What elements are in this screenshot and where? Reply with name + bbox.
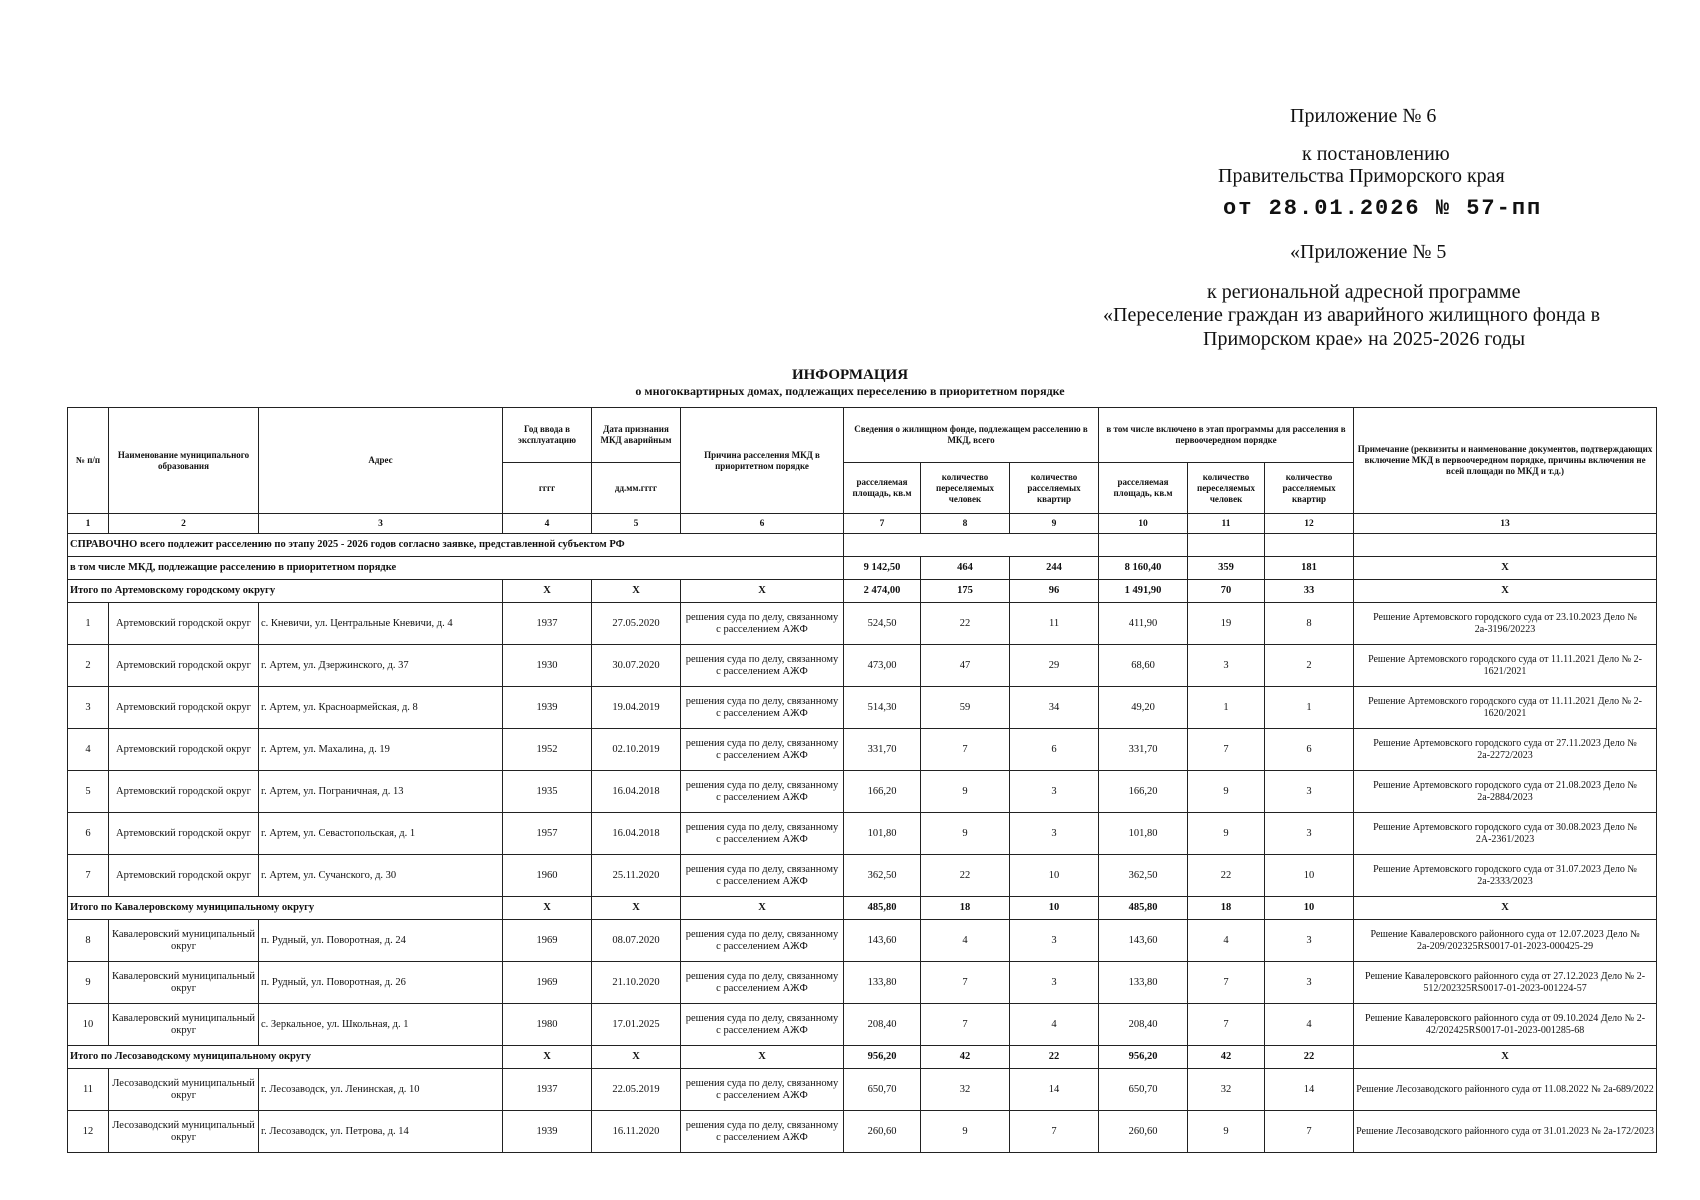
group-total-area: 2 474,00	[844, 580, 921, 603]
row-municipality: Артемовский городской округ	[109, 645, 259, 687]
col-number: 7	[844, 514, 921, 534]
row-reason: решения суда по делу, связанному с расселением АЖФ	[681, 687, 844, 729]
col-number: 12	[1265, 514, 1354, 534]
row-note: Решение Артемовского городского суда от 30.08.2023 Дело № 2А-2361/2023	[1354, 813, 1657, 855]
header-year: Год ввода в эксплуатацию	[503, 408, 592, 463]
title-main: ИНФОРМАЦИЯ	[791, 367, 909, 383]
header-area-stage: расселяемая площадь, кв.м	[1099, 463, 1188, 514]
row-reason: решения суда по делу, связанному с расселением АЖФ	[681, 771, 844, 813]
col-number: 6	[681, 514, 844, 534]
row-reason: решения суда по делу, связанному с расселением АЖФ	[681, 920, 844, 962]
row-people-stage: 9	[1188, 813, 1265, 855]
row-year: 1980	[503, 1004, 592, 1046]
row-reason: решения суда по делу, связанному с расселением АЖФ	[681, 1111, 844, 1153]
row-area-stage: 650,70	[1099, 1069, 1188, 1111]
row-people: 9	[921, 813, 1010, 855]
row-date: 17.01.2025	[592, 1004, 681, 1046]
table-row	[68, 687, 1657, 729]
group-total-date: X	[592, 1046, 681, 1069]
row-year: 1960	[503, 855, 592, 897]
row-flats: 29	[1010, 645, 1099, 687]
row-flats-stage: 10	[1265, 855, 1354, 897]
priority-area-stage: 8 160,40	[1099, 557, 1188, 580]
group-total-date: X	[592, 580, 681, 603]
row-flats-stage: 3	[1265, 920, 1354, 962]
row-flats-stage: 1	[1265, 687, 1354, 729]
row-address: г. Артем, ул. Махалина, д. 19	[259, 729, 503, 771]
row-municipality: Кавалеровский муниципальный округ	[109, 962, 259, 1004]
row-people-stage: 22	[1188, 855, 1265, 897]
row-year: 1930	[503, 645, 592, 687]
row-address: г. Артем, ул. Севастопольская, д. 1	[259, 813, 503, 855]
appendix-number: Приложение № 6	[1290, 105, 1437, 127]
row-year: 1952	[503, 729, 592, 771]
header-address: Адрес	[259, 408, 503, 514]
row-people: 22	[921, 855, 1010, 897]
row-people-stage: 3	[1188, 645, 1265, 687]
priority-area: 9 142,50	[844, 557, 921, 580]
row-number: 7	[68, 855, 109, 897]
row-note: Решение Артемовского городского суда от 11.11.2021 Дело № 2-1620/2021	[1354, 687, 1657, 729]
row-area-stage: 411,90	[1099, 603, 1188, 645]
row-reason: решения суда по делу, связанному с расселением АЖФ	[681, 729, 844, 771]
col-number: 13	[1354, 514, 1657, 534]
row-flats-stage: 2	[1265, 645, 1354, 687]
header-year-format: гггг	[503, 463, 592, 514]
row-area-stage: 49,20	[1099, 687, 1188, 729]
table-row	[68, 813, 1657, 855]
group-total-flats2: 10	[1265, 897, 1354, 920]
row-area-stage: 331,70	[1099, 729, 1188, 771]
row-address: п. Рудный, ул. Поворотная, д. 24	[259, 920, 503, 962]
row-area: 101,80	[844, 813, 921, 855]
column-numbers-row	[68, 514, 1657, 534]
row-flats-stage: 3	[1265, 962, 1354, 1004]
row-municipality: Лесозаводский муниципальный округ	[109, 1111, 259, 1153]
col-number: 10	[1099, 514, 1188, 534]
col-number: 5	[592, 514, 681, 534]
table-row	[68, 920, 1657, 962]
row-flats: 6	[1010, 729, 1099, 771]
row-municipality: Кавалеровский муниципальный округ	[109, 920, 259, 962]
program-line-3: Приморском крае» на 2025-2026 годы	[1203, 328, 1526, 350]
row-date: 16.11.2020	[592, 1111, 681, 1153]
header-people-stage: количество переселяемых человек	[1188, 463, 1265, 514]
header-stage-group: в том числе включено в этап программы для расселения в первоочередном порядке	[1099, 408, 1354, 463]
reference-empty	[1099, 534, 1188, 557]
row-note: Решение Кавалеровского районного суда от 12.07.2023 Дело № 2а-209/202325RS0017-01-2023-000425-29	[1354, 920, 1657, 962]
row-reason: решения суда по делу, связанному с расселением АЖФ	[681, 962, 844, 1004]
group-total-people2: 18	[1188, 897, 1265, 920]
row-flats-stage: 14	[1265, 1069, 1354, 1111]
group-total-people: 18	[921, 897, 1010, 920]
previous-appendix: «Приложение № 5	[1290, 241, 1447, 263]
row-year: 1937	[503, 1069, 592, 1111]
table-row	[68, 645, 1657, 687]
group-total-flats: 10	[1010, 897, 1099, 920]
row-date: 30.07.2020	[592, 645, 681, 687]
priority-flats-stage: 181	[1265, 557, 1354, 580]
table-row	[68, 1069, 1657, 1111]
row-flats-stage: 8	[1265, 603, 1354, 645]
row-note: Решение Кавалеровского районного суда от 09.10.2024 Дело № 2-42/202425RS0017-01-2023-001285-68	[1354, 1004, 1657, 1046]
header-area: расселяемая площадь, кв.м	[844, 463, 921, 514]
group-total-flats2: 33	[1265, 580, 1354, 603]
row-flats: 10	[1010, 855, 1099, 897]
row-flats: 7	[1010, 1111, 1099, 1153]
priority-row	[68, 557, 1657, 580]
row-note: Решение Лесозаводского районного суда от 31.01.2023 № 2а-172/2023	[1354, 1111, 1657, 1153]
header-date: Дата признания МКД аварийным	[592, 408, 681, 463]
table-row	[68, 1004, 1657, 1046]
row-municipality: Кавалеровский муниципальный округ	[109, 1004, 259, 1046]
row-flats: 3	[1010, 771, 1099, 813]
row-address: г. Лесозаводск, ул. Петрова, д. 14	[259, 1111, 503, 1153]
col-number: 2	[109, 514, 259, 534]
group-total-people2: 42	[1188, 1046, 1265, 1069]
row-flats-stage: 3	[1265, 771, 1354, 813]
table-row	[68, 771, 1657, 813]
row-people-stage: 9	[1188, 771, 1265, 813]
header-reason: Причина расселения МКД в приоритетном порядке	[681, 408, 844, 514]
priority-people: 464	[921, 557, 1010, 580]
row-area: 331,70	[844, 729, 921, 771]
row-area-stage: 133,80	[1099, 962, 1188, 1004]
row-people: 9	[921, 1111, 1010, 1153]
row-people-stage: 19	[1188, 603, 1265, 645]
row-reason: решения суда по делу, связанному с расселением АЖФ	[681, 603, 844, 645]
row-date: 22.05.2019	[592, 1069, 681, 1111]
row-municipality: Артемовский городской округ	[109, 687, 259, 729]
row-people: 7	[921, 729, 1010, 771]
row-area: 514,30	[844, 687, 921, 729]
reference-row	[68, 534, 1657, 557]
priority-flats: 244	[1010, 557, 1099, 580]
row-flats-stage: 6	[1265, 729, 1354, 771]
header-flats: количество расселяемых квартир	[1010, 463, 1099, 514]
row-number: 11	[68, 1069, 109, 1111]
row-flats-stage: 3	[1265, 813, 1354, 855]
row-area: 133,80	[844, 962, 921, 1004]
group-total-year: X	[503, 897, 592, 920]
row-people-stage: 7	[1188, 729, 1265, 771]
table-row	[68, 729, 1657, 771]
reference-empty	[1188, 534, 1265, 557]
priority-note: X	[1354, 557, 1657, 580]
row-reason: решения суда по делу, связанному с расселением АЖФ	[681, 1069, 844, 1111]
row-people-stage: 1	[1188, 687, 1265, 729]
row-people: 32	[921, 1069, 1010, 1111]
row-reason: решения суда по делу, связанному с расселением АЖФ	[681, 813, 844, 855]
row-flats-stage: 4	[1265, 1004, 1354, 1046]
header-date-format: дд.мм.гггг	[592, 463, 681, 514]
group-total-label: Итого по Кавалеровскому муниципальному округу	[68, 897, 503, 920]
col-number: 3	[259, 514, 503, 534]
program-line-2: «Переселение граждан из аварийного жилищного фонда в	[1103, 304, 1601, 326]
col-number: 4	[503, 514, 592, 534]
reference-empty	[1354, 534, 1657, 557]
group-total-note: X	[1354, 1046, 1657, 1069]
row-note: Решение Артемовского городского суда от 31.07.2023 Дело № 2а-2333/2023	[1354, 855, 1657, 897]
row-note: Решение Артемовского городского суда от 27.11.2023 Дело № 2а-2272/2023	[1354, 729, 1657, 771]
group-total-note: X	[1354, 897, 1657, 920]
row-date: 19.04.2019	[592, 687, 681, 729]
row-note: Решение Артемовского городского суда от 21.08.2023 Дело № 2а-2884/2023	[1354, 771, 1657, 813]
row-number: 1	[68, 603, 109, 645]
group-total-area: 485,80	[844, 897, 921, 920]
row-reason: решения суда по делу, связанному с расселением АЖФ	[681, 1004, 844, 1046]
resolution-reference: к постановлению	[1302, 143, 1450, 165]
row-people: 22	[921, 603, 1010, 645]
row-year: 1939	[503, 1111, 592, 1153]
row-note: Решение Артемовского городского суда от 23.10.2023 Дело № 2а-3196/20223	[1354, 603, 1657, 645]
row-note: Решение Лесозаводского районного суда от 11.08.2022 № 2а-689/2022	[1354, 1069, 1657, 1111]
col-number: 1	[68, 514, 109, 534]
row-municipality: Артемовский городской округ	[109, 603, 259, 645]
header-num: № п/п	[68, 408, 109, 514]
row-people-stage: 32	[1188, 1069, 1265, 1111]
row-year: 1969	[503, 962, 592, 1004]
row-date: 16.04.2018	[592, 813, 681, 855]
group-total-row	[68, 897, 1657, 920]
row-people-stage: 7	[1188, 1004, 1265, 1046]
group-total-reason: X	[681, 897, 844, 920]
row-municipality: Лесозаводский муниципальный округ	[109, 1069, 259, 1111]
group-total-label: Итого по Лесозаводскому муниципальному округу	[68, 1046, 503, 1069]
reference-empty	[1265, 534, 1354, 557]
group-total-note: X	[1354, 580, 1657, 603]
table-row	[68, 855, 1657, 897]
row-flats: 4	[1010, 1004, 1099, 1046]
priority-label: в том числе МКД, подлежащие расселению в приоритетном порядке	[68, 557, 844, 580]
row-address: г. Артем, ул. Пограничная, д. 13	[259, 771, 503, 813]
row-area-stage: 208,40	[1099, 1004, 1188, 1046]
group-total-area: 956,20	[844, 1046, 921, 1069]
row-municipality: Артемовский городской округ	[109, 729, 259, 771]
row-year: 1969	[503, 920, 592, 962]
row-area-stage: 166,20	[1099, 771, 1188, 813]
row-note: Решение Артемовского городского суда от 11.11.2021 Дело № 2-1621/2021	[1354, 645, 1657, 687]
table-row	[68, 962, 1657, 1004]
row-address: п. Рудный, ул. Поворотная, д. 26	[259, 962, 503, 1004]
row-address: г. Артем, ул. Красноармейская, д. 8	[259, 687, 503, 729]
row-area: 208,40	[844, 1004, 921, 1046]
decree-stamp: от 28.01.2026 № 57-пп	[1223, 196, 1543, 221]
row-number: 2	[68, 645, 109, 687]
reference-empty-fund	[844, 534, 1099, 557]
groups-body	[68, 580, 1657, 1153]
row-number: 8	[68, 920, 109, 962]
row-flats-stage: 7	[1265, 1111, 1354, 1153]
header-fund-group: Сведения о жилищном фонде, подлежащем расселению в МКД, всего	[844, 408, 1099, 463]
row-address: г. Лесозаводск, ул. Ленинская, д. 10	[259, 1069, 503, 1111]
row-people: 7	[921, 1004, 1010, 1046]
group-total-row	[68, 580, 1657, 603]
header-municipality: Наименование муниципального образования	[109, 408, 259, 514]
row-year: 1939	[503, 687, 592, 729]
title-subtitle: о многоквартирных домах, подлежащих переселению в приоритетном порядке	[635, 384, 1065, 398]
row-area-stage: 68,60	[1099, 645, 1188, 687]
row-people-stage: 4	[1188, 920, 1265, 962]
row-municipality: Артемовский городской округ	[109, 855, 259, 897]
row-year: 1937	[503, 603, 592, 645]
group-total-flats2: 22	[1265, 1046, 1354, 1069]
row-number: 5	[68, 771, 109, 813]
table-row	[68, 603, 1657, 645]
group-total-flats: 96	[1010, 580, 1099, 603]
government-name: Правительства Приморского края	[1218, 165, 1505, 187]
header-note: Примечание (реквизиты и наименование документов, подтверждающих включение МКД в первоочередном порядке, причины включения не всей площади по МКД и т.д.)	[1354, 408, 1657, 514]
row-note: Решение Кавалеровского районного суда от 27.12.2023 Дело № 2-512/202325RS0017-01-2023-001224-57	[1354, 962, 1657, 1004]
row-address: г. Артем, ул. Сучанского, д. 30	[259, 855, 503, 897]
row-date: 25.11.2020	[592, 855, 681, 897]
row-date: 21.10.2020	[592, 962, 681, 1004]
row-reason: решения суда по делу, связанному с расселением АЖФ	[681, 855, 844, 897]
row-area: 166,20	[844, 771, 921, 813]
row-flats: 34	[1010, 687, 1099, 729]
row-area: 143,60	[844, 920, 921, 962]
group-total-people2: 70	[1188, 580, 1265, 603]
row-area: 260,60	[844, 1111, 921, 1153]
group-total-row	[68, 1046, 1657, 1069]
row-people: 59	[921, 687, 1010, 729]
group-total-area2: 956,20	[1099, 1046, 1188, 1069]
row-area: 524,50	[844, 603, 921, 645]
row-date: 08.07.2020	[592, 920, 681, 962]
row-people: 47	[921, 645, 1010, 687]
row-people-stage: 9	[1188, 1111, 1265, 1153]
row-area-stage: 143,60	[1099, 920, 1188, 962]
priority-people-stage: 359	[1188, 557, 1265, 580]
row-year: 1957	[503, 813, 592, 855]
row-number: 3	[68, 687, 109, 729]
row-address: с. Зеркальное, ул. Школьная, д. 1	[259, 1004, 503, 1046]
col-number: 8	[921, 514, 1010, 534]
row-date: 27.05.2020	[592, 603, 681, 645]
col-number: 9	[1010, 514, 1099, 534]
group-total-flats: 22	[1010, 1046, 1099, 1069]
row-flats: 3	[1010, 813, 1099, 855]
group-total-area2: 1 491,90	[1099, 580, 1188, 603]
group-total-year: X	[503, 1046, 592, 1069]
row-flats: 3	[1010, 962, 1099, 1004]
reference-label: СПРАВОЧНО всего подлежит расселению по этапу 2025 - 2026 годов согласно заявке, представленной субъектом РФ	[68, 534, 844, 557]
row-municipality: Артемовский городской округ	[109, 771, 259, 813]
header-flats-stage: количество расселяемых квартир	[1265, 463, 1354, 514]
row-date: 02.10.2019	[592, 729, 681, 771]
group-total-label: Итого по Артемовскому городскому округу	[68, 580, 503, 603]
row-municipality: Артемовский городской округ	[109, 813, 259, 855]
row-area: 473,00	[844, 645, 921, 687]
row-flats: 3	[1010, 920, 1099, 962]
row-people-stage: 7	[1188, 962, 1265, 1004]
program-line-1: к региональной адресной программе	[1207, 281, 1521, 303]
row-area: 362,50	[844, 855, 921, 897]
row-number: 9	[68, 962, 109, 1004]
group-total-reason: X	[681, 580, 844, 603]
row-number: 4	[68, 729, 109, 771]
row-date: 16.04.2018	[592, 771, 681, 813]
row-number: 10	[68, 1004, 109, 1046]
group-total-people: 175	[921, 580, 1010, 603]
row-area-stage: 260,60	[1099, 1111, 1188, 1153]
group-total-area2: 485,80	[1099, 897, 1188, 920]
group-total-year: X	[503, 580, 592, 603]
table-row	[68, 1111, 1657, 1153]
document-title	[0, 366, 1700, 398]
row-people: 4	[921, 920, 1010, 962]
row-area-stage: 362,50	[1099, 855, 1188, 897]
row-people: 9	[921, 771, 1010, 813]
header-people: количество переселяемых человек	[921, 463, 1010, 514]
row-number: 6	[68, 813, 109, 855]
row-flats: 11	[1010, 603, 1099, 645]
row-address: с. Кневичи, ул. Центральные Кневичи, д. 4	[259, 603, 503, 645]
group-total-people: 42	[921, 1046, 1010, 1069]
group-total-reason: X	[681, 1046, 844, 1069]
row-area-stage: 101,80	[1099, 813, 1188, 855]
row-year: 1935	[503, 771, 592, 813]
col-number: 11	[1188, 514, 1265, 534]
row-reason: решения суда по делу, связанному с расселением АЖФ	[681, 645, 844, 687]
mkd-table	[67, 407, 1657, 1153]
row-people: 7	[921, 962, 1010, 1004]
row-area: 650,70	[844, 1069, 921, 1111]
group-total-date: X	[592, 897, 681, 920]
row-address: г. Артем, ул. Дзержинского, д. 37	[259, 645, 503, 687]
row-number: 12	[68, 1111, 109, 1153]
row-flats: 14	[1010, 1069, 1099, 1111]
